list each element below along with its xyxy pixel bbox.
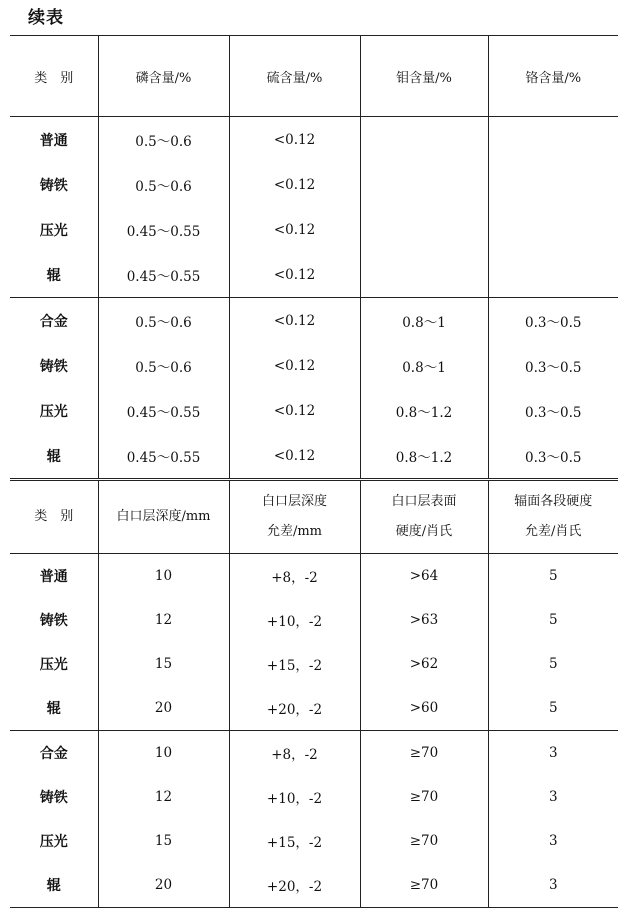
value-cell: +20，-2 <box>229 863 360 908</box>
category-cell: 铸铁 <box>39 790 68 806</box>
category-cell: 辊 <box>46 267 61 284</box>
value-cell: 0.8～1.2 <box>360 433 488 480</box>
value-cell: 0.45～0.55 <box>98 388 229 433</box>
table2-header-row <box>10 480 618 554</box>
category-cell: 辊 <box>46 448 61 465</box>
value-cell: 0.45～0.55 <box>98 433 229 480</box>
value-cell: 5 <box>488 554 618 599</box>
table2-header-cell <box>488 480 618 554</box>
value-cell: <0.12 <box>229 388 360 433</box>
value-cell <box>360 207 488 252</box>
table-row <box>10 775 618 819</box>
value-cell: 3 <box>488 863 618 908</box>
table-row <box>10 642 618 686</box>
value-cell: 0.45～0.55 <box>98 252 229 298</box>
category-cell: 合金 <box>10 731 98 776</box>
value-cell: >64 <box>360 554 488 599</box>
table-row <box>10 298 618 344</box>
table-row <box>10 598 618 642</box>
value-cell: 0.8～1 <box>360 298 488 344</box>
header-line: 硬度/肖氏 <box>395 524 453 539</box>
value-cell: 0.5～0.6 <box>98 298 229 344</box>
value-cell: <0.12 <box>229 252 360 298</box>
value-cell <box>488 207 618 252</box>
value-cell: <0.12 <box>229 207 360 252</box>
header-line: 白口层深度/mm <box>116 509 211 524</box>
value-cell <box>488 117 618 163</box>
category-cell: 合金 <box>10 298 98 344</box>
category-cell: 辊 <box>46 701 61 717</box>
value-cell <box>488 252 618 298</box>
value-cell: ≥70 <box>360 775 488 819</box>
table2-header-cell <box>98 480 229 554</box>
value-cell: +8，-2 <box>229 731 360 776</box>
value-cell: 15 <box>98 819 229 863</box>
category-cell: 铸铁 <box>39 177 68 194</box>
table1-header-cell: 硫含量/% <box>229 36 360 117</box>
table-row <box>10 686 618 731</box>
category-cell: 普通 <box>10 117 98 163</box>
value-cell: +8，-2 <box>229 554 360 599</box>
header-line: 类 别 <box>34 509 74 524</box>
header-line: 辐面各段硬度 <box>514 494 593 509</box>
table1-header-cell: 磷含量/% <box>98 36 229 117</box>
value-cell: +20，-2 <box>229 686 360 731</box>
value-cell: ≥70 <box>360 731 488 776</box>
table-row <box>10 343 618 388</box>
table-row <box>10 731 618 776</box>
value-cell: 0.5～0.6 <box>98 343 229 388</box>
header-line: 允差/mm <box>266 524 323 539</box>
header-line: 白口层深度 <box>261 494 327 509</box>
value-cell <box>360 117 488 163</box>
category-cell: 压光 <box>39 403 68 420</box>
table-row <box>10 388 618 433</box>
value-cell: 0.8～1 <box>360 343 488 388</box>
value-cell: 0.8～1.2 <box>360 388 488 433</box>
table-row <box>10 252 618 298</box>
value-cell: <0.12 <box>229 343 360 388</box>
value-cell: 10 <box>98 554 229 599</box>
category-cell: 铸铁 <box>39 613 68 629</box>
value-cell: 5 <box>488 642 618 686</box>
value-cell: <0.12 <box>229 162 360 207</box>
value-cell: ≥70 <box>360 863 488 908</box>
category-cell: 铸铁 <box>39 358 68 375</box>
table-row <box>10 863 618 908</box>
value-cell: 0.5～0.6 <box>98 117 229 163</box>
value-cell <box>488 162 618 207</box>
value-cell: 5 <box>488 686 618 731</box>
value-cell: 20 <box>98 863 229 908</box>
composition-table <box>10 35 618 908</box>
table-row <box>10 117 618 163</box>
category-cell: 压光 <box>39 834 68 850</box>
value-cell: 0.3～0.5 <box>488 388 618 433</box>
value-cell: ≥70 <box>360 819 488 863</box>
value-cell: >60 <box>360 686 488 731</box>
value-cell: 10 <box>98 731 229 776</box>
table-row <box>10 819 618 863</box>
value-cell <box>360 252 488 298</box>
value-cell: 15 <box>98 642 229 686</box>
category-cell: 普通 <box>10 554 98 599</box>
value-cell: 3 <box>488 731 618 776</box>
table2-header-cell <box>360 480 488 554</box>
value-cell: >63 <box>360 598 488 642</box>
page-title: 续表 <box>28 8 64 28</box>
value-cell: 0.5～0.6 <box>98 162 229 207</box>
value-cell: <0.12 <box>229 117 360 163</box>
value-cell: 12 <box>98 775 229 819</box>
table1-header-cell: 铬含量/% <box>488 36 618 117</box>
value-cell: 0.3～0.5 <box>488 298 618 344</box>
value-cell: +10，-2 <box>229 598 360 642</box>
table-row <box>10 433 618 480</box>
value-cell: 3 <box>488 775 618 819</box>
value-cell <box>360 162 488 207</box>
value-cell: 0.3～0.5 <box>488 433 618 480</box>
value-cell: 0.3～0.5 <box>488 343 618 388</box>
table-row <box>10 162 618 207</box>
table-row <box>10 554 618 599</box>
value-cell: +15，-2 <box>229 642 360 686</box>
value-cell: <0.12 <box>229 298 360 344</box>
value-cell: 20 <box>98 686 229 731</box>
header-line: 允差/肖氏 <box>525 524 582 539</box>
value-cell: <0.12 <box>229 433 360 480</box>
category-cell: 辊 <box>10 863 98 908</box>
category-cell: 压光 <box>39 657 68 673</box>
value-cell: +15，-2 <box>229 819 360 863</box>
value-cell: 0.45～0.55 <box>98 207 229 252</box>
value-cell: 3 <box>488 819 618 863</box>
table1-header-cell: 钼含量/% <box>360 36 488 117</box>
table2-header-cell <box>229 480 360 554</box>
value-cell: 5 <box>488 598 618 642</box>
table2-header-cell <box>10 480 98 554</box>
table1-header-cell: 类 别 <box>10 36 98 117</box>
value-cell: +10，-2 <box>229 775 360 819</box>
value-cell: 12 <box>98 598 229 642</box>
value-cell: >62 <box>360 642 488 686</box>
table-row <box>10 207 618 252</box>
category-cell: 压光 <box>39 222 68 239</box>
table1-header-row <box>10 36 618 117</box>
header-line: 白口层表面 <box>391 494 457 509</box>
